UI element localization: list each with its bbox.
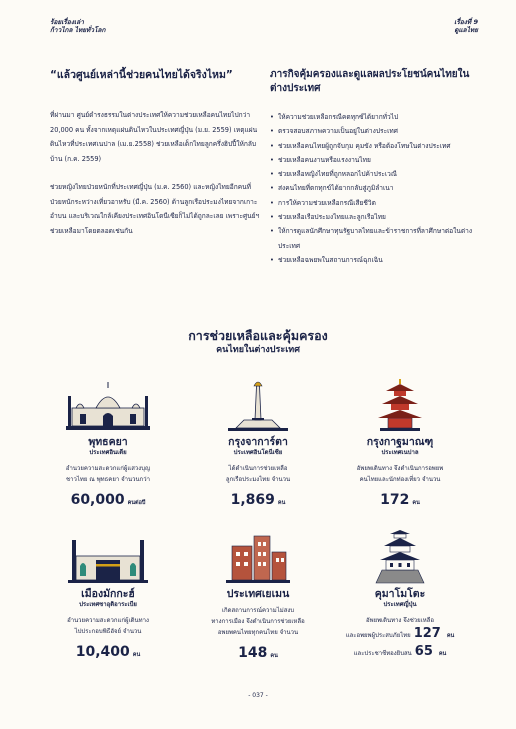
kaaba-mosque-illustration [58,530,158,586]
card-number: 148 [238,645,268,661]
card-stat [188,491,328,512]
card-location: กรุงจาการ์ตา [228,436,288,448]
header-chapter-number: เรื่องที่ 9 [454,18,478,26]
right-column [270,68,476,267]
section-title-main: การช่วยเหลือและคุ้มครอง [188,328,328,343]
card-unit: คน [270,653,278,659]
card-location: เมืองมักกะฮ์ [81,588,135,600]
card-description [38,615,178,637]
card-description-line: ไปประกอบพิธีฮัจย์ จำนวน [74,628,142,635]
mission-item: • การให้ความช่วยเหลือกรณีเสียชีวิต [270,196,476,210]
card-description-line: อพยพคนไทยทุกคนไทย จำนวน [217,629,299,636]
card-description-line: คนไทยและนักท่องเที่ยว จำนวน [359,476,441,483]
left-heading: “แล้วศูนย์เหล่านี้ช่วยคนไทยได้จริงไหม” [50,69,233,81]
card-number: 65 [414,644,433,659]
right-heading: ภารกิจคุ้มครองและดูแลผลประโยชน์คนไทยในต่างประเทศ [270,69,470,94]
header-chapter-name: ดูแลไทย [454,26,478,34]
card-unit: คน [412,500,420,506]
mission-item: • ส่งคนไทยที่ตกทุกข์ได้ยากกลับสู่ภูมิลำเนา [270,181,476,195]
card-unit: คน [277,500,286,506]
card-unit: คน [438,651,447,657]
mission-item: • ให้การดูแลนักศึกษาทุนรัฐบาลไทยและข้าราชการที่ลาศึกษาต่อในต่างประเทศ [270,224,476,253]
card-stat [38,491,178,512]
card-description-line: ได้ดำเนินการช่วยเหลือ [228,465,288,472]
card-unit: คนต่อปี [127,500,146,506]
pagoda-temple-illustration [350,378,450,434]
card-stat [38,643,178,664]
card-kumamoto [330,530,470,662]
mission-item: • ช่วยเหลือฉพยพในสถานการณ์ฉุกเฉิน [270,253,476,267]
card-stat [188,644,328,665]
card-country: ประเทศซาอุดิอาระเบีย [79,601,137,608]
card-unit: คน [446,633,455,639]
card-description-line: เกิดสถานการณ์ความไม่สงบ [221,607,295,614]
card-description-line: ทางการเมือง จึงดำเนินการช่วยเหลือ [211,618,305,625]
card-description-line: อัพยพเดินทาง จึงดำเนินการอพยพ [356,465,444,472]
card-number: 127 [413,626,441,641]
mahabodhi-temple-illustration [58,378,158,434]
mission-item: • ช่วยเหลือหญิงไทยที่ถูกหลอกไปค้าประเวณี [270,167,476,181]
page-number: - 037 - [248,692,268,699]
card-stat [330,491,470,512]
card-description-line: อัพยพเดินทาง จึงช่วยเหลือ [366,617,434,624]
card-stat-row [330,626,470,644]
card-country: ประเทศอินเดีย [89,449,127,456]
mission-item: • ตรวจสอบสภาพความเป็นอยู่ในต่างประเทศ [270,124,476,138]
card-number: 10,400 [75,644,130,660]
card-country: ประเทศญี่ปุ่น [383,601,417,608]
card-row-label: และอพยพผู้ประสบภัยไทย [345,632,411,639]
section-title-sub: คนไทยในต่างประเทศ [216,345,300,355]
kumamoto-castle-illustration [350,530,450,586]
card-stat-row [330,644,470,662]
section-title [0,328,516,357]
card-row-label: และประชาชีทองยิบสน [353,650,412,657]
yemen-tower-houses-illustration [208,530,308,586]
card-location: พุทธคยา [88,436,128,448]
card-location: คุมาโมโตะ [374,588,426,600]
left-paragraph-1: ที่ผ่านมา ศูนย์ดำรงธรรมในต่างประเทศให้ความช่วยเหลือคนไทยไปกว่า 20,000 คน ทั้งจากเหตุแผ่นดินไหวในประเทศญี่ปุ่น (ม.ย. 2559) เหตุแผ่นดินไหวที่ประเทศเนปาล (เม.ย.2558) ช่วยเหลือเด็กไทยลูกครึ่งฮิปปี้ให้กลับบ้าน (ก.ค. 2559) [50,111,258,163]
card-yemen [188,530,328,665]
card-jakarta [188,378,328,512]
header-right [454,18,478,34]
header-series-subtitle: ก้าวไกล ไทยทั่วโลก [50,26,106,34]
card-description [188,605,328,638]
card-country: ประเทศเนปาล [381,449,419,456]
mission-list [270,110,476,267]
card-kathmandu [330,378,470,512]
mission-item: • ให้ความช่วยเหลือกรณีคดทุกซ์ได้ยากทั่วไป [270,110,476,124]
mission-item: • ช่วยเหลือเรือประมงไทยและลูกเรือไทย [270,210,476,224]
left-column [50,68,260,238]
card-location: กรุงกาฐมาณฑุ [366,436,434,448]
card-mecca [38,530,178,664]
mission-item: • ช่วยเหลือคนงานหรือแรงงานไทย [270,153,476,167]
header-left [50,18,105,34]
card-number: 60,000 [70,492,125,508]
card-description [330,463,470,485]
mission-item: • ช่วยเหลือคนไทยผู้ถูกจับกุม คุมขัง หรือต้องโทษในต่างประเทศ [270,139,476,153]
monas-monument-illustration [208,378,308,434]
card-description-line: ลูกเรือประมงไทย จำนวน [225,476,291,483]
card-country: ประเทศอินโดนีเซีย [233,449,283,456]
left-paragraph-2: ช่วยหญิงไทยป่วยหนักที่ประเทศญี่ปุ่น (ม.ค. 2560) และหญิงไทยอีกคนที่ป่วยหนักระหว่างเที่ยวอาหรับ (มี.ค. 2560) ด้านลูกเรือประมงไทยจากเกาะอำบน และบริเวณใกล้เคียงประเทศอินโดนีเซียก็ไม่ได้ถูกละเลย เพราะศูนย์ฯ ช่วยเหลือมาโดยตลอดเช่นกัน [50,183,260,235]
card-location: ประเทศเยเมน [226,588,290,600]
card-description [38,463,178,485]
header-series-title: ร้อยเรื่องเล่า [50,18,84,26]
card-description [188,463,328,485]
card-unit: คน [132,652,141,658]
card-description-line: อำนวยความสะดวกแก่ผู้เดินทาง [67,617,149,624]
card-number: 1,869 [230,492,275,508]
card-description-line: อำนวยความสะดวกแก่ผู้แสวงบุญ [65,465,151,472]
card-number: 172 [380,492,410,508]
card-description [330,615,470,626]
card-description-line: ชาวไทย ณ พุทธคยา จำนวนกว่า [66,476,150,483]
card-bodh-gaya [38,378,178,512]
